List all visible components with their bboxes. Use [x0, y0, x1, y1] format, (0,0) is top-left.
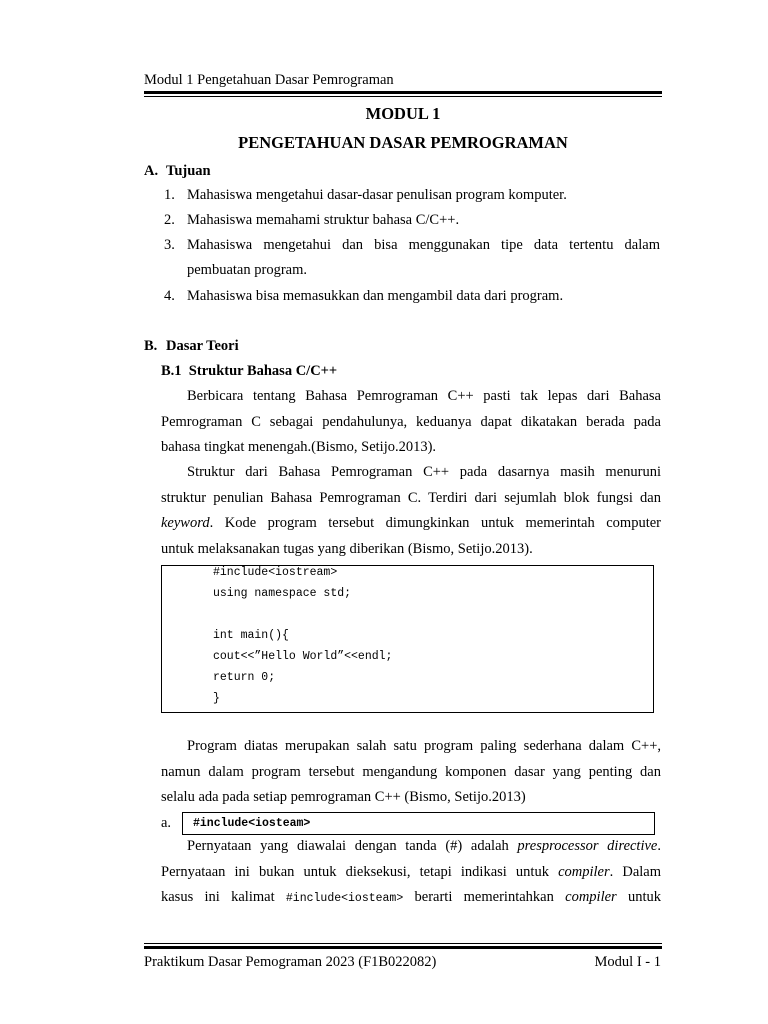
module-title: MODUL 1	[365, 104, 441, 123]
italic-term-compiler: compiler	[558, 863, 610, 880]
paragraph-line	[161, 511, 661, 537]
paragraph-line	[161, 834, 661, 860]
list-item-text: Mahasiswa memahami struktur bahasa C/C++.	[187, 212, 460, 228]
section-a-label: A.	[144, 163, 159, 179]
section-b-title: Dasar Teori	[166, 338, 239, 354]
text-run: . Dalam	[609, 863, 661, 880]
list-item	[164, 284, 660, 309]
paragraph-line: Program diatas merupakan salah satu program paling sederhana dalam C++,	[187, 738, 661, 754]
paragraph-3	[161, 734, 661, 811]
list-item-text: Mahasiswa mengetahui dasar-dasar penulisan program komputer.	[187, 187, 567, 203]
footer-course: Praktikum Dasar Pemograman 2023 (F1B022082)	[144, 954, 437, 970]
paragraph-line	[161, 860, 661, 886]
list-item	[164, 233, 660, 283]
list-item-number: 2.	[164, 212, 175, 228]
paragraph-line-rest: . Kode program tersebut dimungkinkan untuk memerintah computer	[209, 515, 661, 531]
inline-code: #include<iosteam>	[285, 892, 404, 905]
italic-term-compiler: compiler	[565, 889, 617, 905]
code-line: int main(){	[213, 629, 289, 642]
paragraph-line: Berbicara tentang Bahasa Pemrograman C++ pasti tak lepas dari Bahasa	[187, 388, 661, 404]
include-code: #include<iosteam>	[193, 817, 311, 830]
list-item-number: 3.	[164, 237, 175, 253]
section-b-label: B.	[144, 338, 158, 354]
italic-term-keyword: keyword	[161, 515, 210, 531]
code-line: }	[213, 692, 220, 705]
list-item	[164, 208, 660, 233]
footer-rule-thin	[144, 943, 662, 944]
text-run: .	[657, 838, 661, 854]
module-subtitle: PENGETAHUAN DASAR PEMROGRAMAN	[238, 133, 568, 152]
paragraph-1	[161, 384, 661, 461]
section-a-title: Tujuan	[166, 163, 211, 179]
header-rule-thin	[144, 96, 662, 97]
paragraph-line: selalu ada pada setiap pemrograman C++ (Bismo, Setijo.2013)	[161, 789, 526, 805]
paragraph-2	[161, 460, 661, 562]
footer-rule-thick	[144, 946, 662, 949]
section-a-heading	[144, 163, 211, 180]
text-run: kasus ini kalimat	[161, 889, 286, 905]
text-run: Pernyataan yang diawalai dengan tanda (#) adalah	[187, 838, 518, 854]
code-line: #include<iostream>	[213, 566, 338, 579]
text-run: berarti memerintahkan	[403, 889, 566, 905]
list-item-text-continued: pembuatan program.	[187, 262, 307, 278]
paragraph-line: untuk melaksanakan tugas yang diberikan (Bismo, Setijo.2013).	[161, 540, 533, 557]
header-rule-thick	[144, 91, 662, 94]
paragraph-line: Pemrograman C sebagai pendahulunya, keduanya dapat dikatakan berada pada	[161, 413, 661, 430]
list-item	[164, 183, 660, 208]
text-run: untuk	[616, 889, 662, 905]
running-header: Modul 1 Pengetahuan Dasar Pemrograman	[144, 72, 394, 88]
code-block	[161, 565, 654, 713]
item-a-label: a.	[161, 815, 172, 831]
code-line: return 0;	[213, 671, 276, 684]
list-item-text: Mahasiswa mengetahui dan bisa menggunakan tipe data tertentu dalam	[187, 237, 660, 253]
text-run: Pernyataan ini bukan untuk dieksekusi, tetapi indikasi untuk	[161, 863, 559, 880]
paragraph-line: struktur penulian Bahasa Pemrograman C. Terdiri dari sejumlah blok fungsi dan	[161, 489, 661, 506]
subsection-b1-label: B.1	[161, 363, 182, 379]
subsection-b1-title: Struktur Bahasa C/C++	[188, 363, 338, 379]
paragraph-line: namun dalam program tersebut mengandung komponen dasar yang penting dan	[161, 763, 661, 780]
paragraph-line: bahasa tingkat menengah.(Bismo, Setijo.2013).	[161, 439, 437, 455]
code-line: using namespace std;	[213, 587, 352, 600]
footer-page-number: Modul I - 1	[594, 954, 661, 970]
section-b-heading	[144, 338, 239, 355]
list-item-text: Mahasiswa bisa memasukkan dan mengambil data dari program.	[187, 288, 564, 304]
include-code-box	[182, 812, 655, 835]
subsection-b1-heading	[161, 363, 337, 380]
code-line: cout<<”Hello World”<<endl;	[213, 650, 393, 663]
paragraph-line	[161, 885, 661, 912]
list-item-number: 4.	[164, 288, 175, 304]
list-item-number: 1.	[164, 187, 175, 203]
paragraph-4	[161, 834, 661, 912]
italic-term-directive: presprocessor directive	[517, 838, 658, 854]
paragraph-line: Struktur dari Bahasa Pemrograman C++ pada dasarnya masih menuruni	[187, 464, 661, 480]
